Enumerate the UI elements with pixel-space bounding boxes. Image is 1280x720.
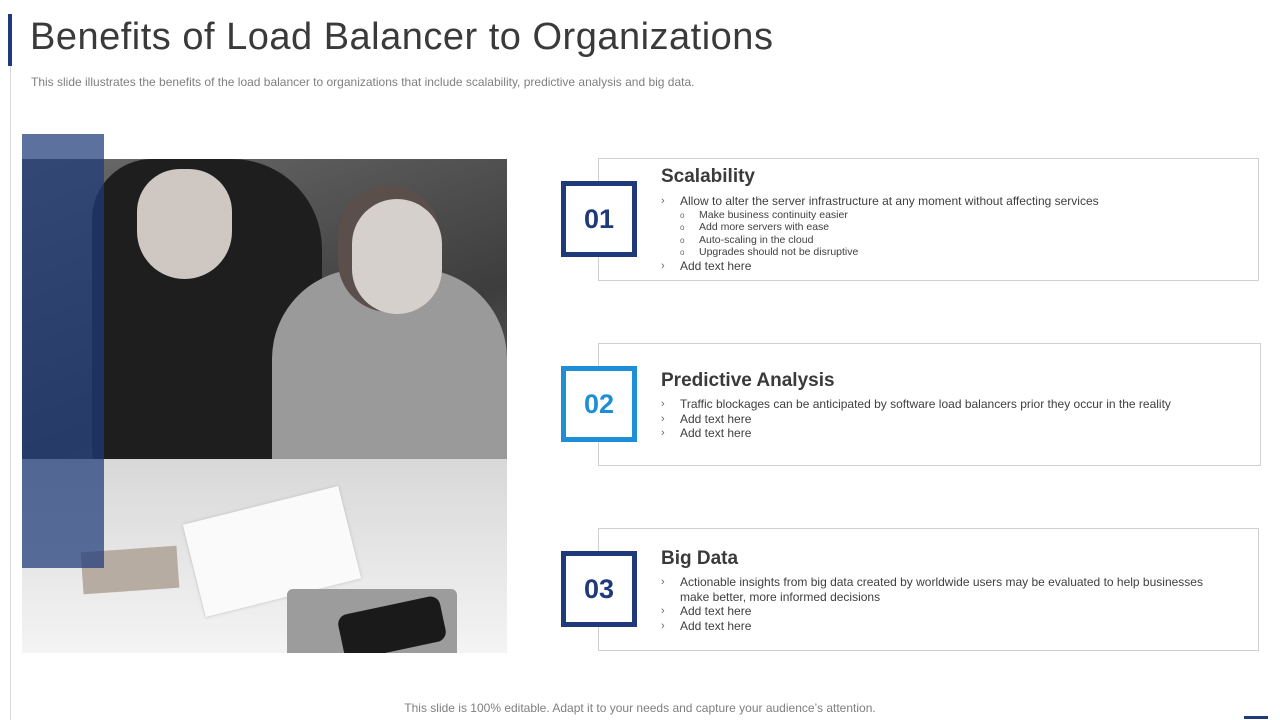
sub-bullet-item	[661, 234, 1241, 247]
bullet-item	[661, 619, 1221, 634]
sub-bullet-item	[661, 221, 1241, 234]
benefit-title: Big Data	[661, 548, 739, 569]
benefit-number-badge: 01	[561, 181, 637, 257]
sub-bullet-item	[661, 246, 1241, 259]
benefit-bullet-list	[661, 397, 1241, 441]
blue-overlay-strip	[22, 134, 104, 568]
benefit-bullet-list	[661, 194, 1241, 273]
bullet-marker: ›	[661, 398, 665, 410]
photo-man-head	[137, 169, 232, 279]
page-title: Benefits of Load Balancer to Organizations	[30, 16, 774, 58]
sub-bullet-item	[661, 209, 1241, 222]
corner-accent-mark	[1244, 716, 1268, 719]
bullet-item	[661, 575, 1221, 604]
benefit-card-big-data	[598, 528, 1259, 651]
bullet-marker: ›	[661, 259, 665, 272]
bullet-marker: ›	[661, 576, 665, 588]
bullet-item	[661, 194, 1241, 209]
bullet-marker: ›	[661, 412, 665, 425]
sub-bullet-marker: o	[680, 210, 685, 220]
sub-bullet-text: Add more servers with ease	[699, 221, 830, 234]
page-subtitle: This slide illustrates the benefits of the load balancer to organizations that include scalability, predictive analysis and big data.	[31, 75, 695, 89]
bullet-item	[661, 604, 1221, 619]
bullet-text: Add text here	[680, 411, 752, 426]
bullet-marker: ›	[661, 427, 665, 439]
bullet-item	[661, 259, 1241, 274]
benefit-bullet-list	[661, 575, 1221, 633]
sub-bullet-text: Auto-scaling in the cloud	[699, 233, 814, 246]
sub-bullet-marker: o	[680, 248, 685, 258]
bullet-marker: ›	[661, 195, 665, 207]
bullet-item	[661, 426, 1241, 441]
sub-bullet-text: Upgrades should not be disruptive	[699, 246, 859, 259]
bullet-item	[661, 412, 1241, 427]
bullet-marker: ›	[661, 619, 665, 632]
bullet-text: Allow to alter the server infrastructure at any moment without affecting services	[680, 194, 1099, 208]
benefit-title: Scalability	[661, 166, 755, 187]
benefit-title: Predictive Analysis	[661, 370, 835, 391]
sub-bullet-marker: o	[680, 235, 685, 245]
title-accent-bar	[8, 14, 12, 66]
footer-note: This slide is 100% editable. Adapt it to your needs and capture your audience’s attention.	[404, 701, 876, 715]
bullet-marker: ›	[661, 605, 665, 617]
bullet-text: Add text here	[680, 258, 752, 273]
bullet-text: Add text here	[680, 426, 752, 440]
bullet-item	[661, 397, 1241, 412]
sub-bullet-marker: o	[680, 223, 685, 233]
benefit-card-predictive-analysis	[598, 343, 1261, 466]
bullet-text: Traffic blockages can be anticipated by software load balancers prior they occur in the reality	[680, 397, 1171, 411]
bullet-text: Add text here	[680, 604, 752, 618]
bullet-text: Actionable insights from big data created by worldwide users may be evaluated to help businesses make better, more informed decisions	[680, 575, 1203, 604]
benefit-card-scalability	[598, 158, 1259, 281]
benefit-number-badge: 03	[561, 551, 637, 627]
bullet-text: Add text here	[680, 618, 752, 633]
photo-woman-head	[352, 199, 442, 314]
sub-bullet-text: Make business continuity easier	[699, 208, 848, 221]
left-divider	[10, 66, 11, 720]
benefit-number-badge: 02	[561, 366, 637, 442]
